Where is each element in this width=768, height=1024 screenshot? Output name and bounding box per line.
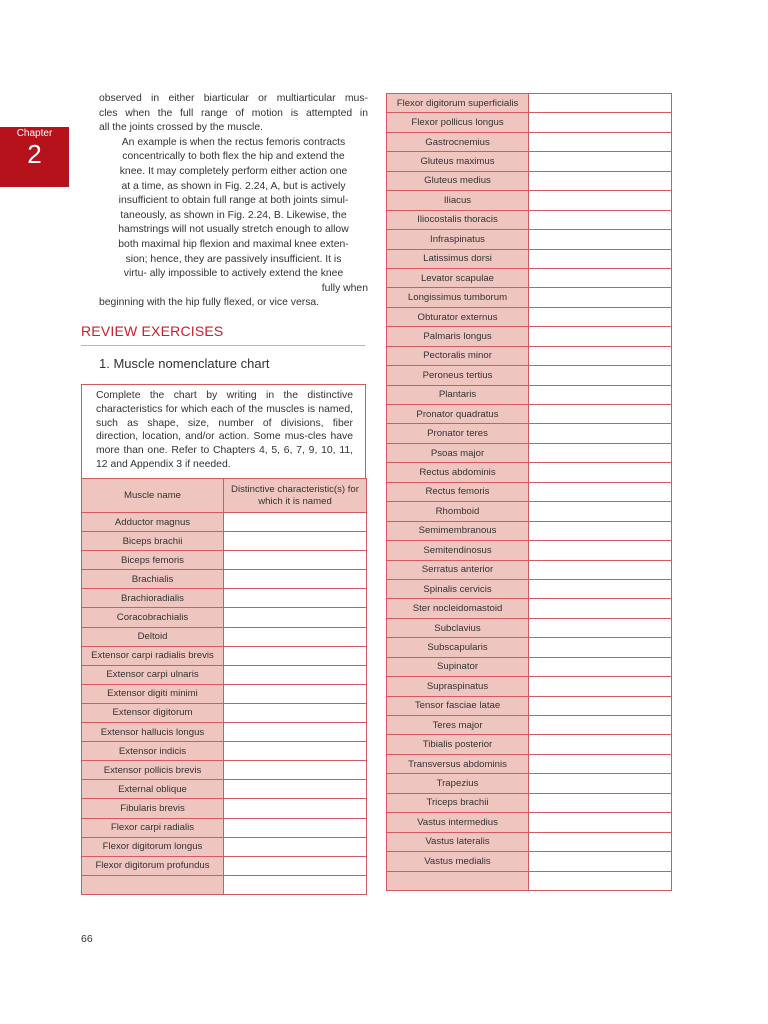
table-row [82,818,367,837]
muscle-name-cell: Semitendinosus [387,541,529,560]
table-row [387,443,672,462]
muscle-name-cell: Supinator [387,657,529,676]
review-exercises-heading: REVIEW EXERCISES [81,323,365,346]
muscle-name-cell: Biceps femoris [82,551,224,570]
characteristic-answer-cell[interactable] [224,761,367,780]
table-row [82,723,367,742]
table-row [387,560,672,579]
characteristic-answer-cell[interactable] [529,424,672,443]
characteristic-answer-cell[interactable] [224,646,367,665]
characteristic-answer-cell[interactable] [224,856,367,875]
table-row [82,627,367,646]
characteristic-answer-cell[interactable] [529,832,672,851]
chart-instructions: Complete the chart by writing in the distinctive characteristics for which each of the muscles is named, such as shape, size, number of divisions, fiber direction, location, and/or action. Some mus-cles have more than one. Refer to Chapters 4, 5, 6, 7, 9, 10, 11, 12 and Appendix 3 if needed. [81,384,366,478]
muscle-name-cell: Infraspinatus [387,230,529,249]
page-number: 66 [81,933,93,945]
intro-line: sion; hence, they are passively insufficient. It is [125,253,342,265]
table-row [387,618,672,637]
muscle-name-cell: Extensor carpi ulnaris [82,665,224,684]
muscle-name-cell: Brachioradialis [82,589,224,608]
characteristic-answer-cell[interactable] [224,570,367,589]
table-row [387,716,672,735]
muscle-name-cell: Levator scapulae [387,268,529,287]
characteristic-answer-cell[interactable] [529,813,672,832]
muscle-name-header: Muscle name [82,479,224,513]
characteristic-answer-cell[interactable] [224,799,367,818]
muscle-name-cell: Pectoralis minor [387,346,529,365]
muscle-name-cell: Flexor digitorum profundus [82,856,224,875]
muscle-name-cell: Extensor digitorum [82,703,224,722]
muscle-name-cell: Tibialis posterior [387,735,529,754]
table-row [387,638,672,657]
intro-line: taneously, as shown in Fig. 2.24, B. Likewise, the [120,209,347,221]
table-row [387,346,672,365]
characteristic-answer-cell[interactable] [529,774,672,793]
characteristic-answer-cell[interactable] [529,754,672,773]
intro-paragraph [99,92,368,311]
muscle-name-cell: Psoas major [387,443,529,462]
table-row [387,832,672,851]
table-row [387,735,672,754]
nomenclature-table-right [386,93,672,891]
muscle-name-cell: Rectus abdominis [387,463,529,482]
characteristic-answer-cell[interactable] [529,171,672,190]
muscle-name-cell: Extensor pollicis brevis [82,761,224,780]
muscle-name-cell: Vastus intermedius [387,813,529,832]
muscle-name-cell: Extensor digiti minimi [82,684,224,703]
muscle-name-cell: Plantaris [387,385,529,404]
characteristic-answer-cell[interactable] [529,482,672,501]
table-row [387,871,672,890]
table-row [387,191,672,210]
table-row [387,599,672,618]
muscle-name-cell: Pronator quadratus [387,405,529,424]
intro-line: all the joints crossed by the muscle. [99,122,264,134]
table-row [387,327,672,346]
table-row [387,385,672,404]
muscle-name-cell: Longissimus tumborum [387,288,529,307]
characteristic-answer-cell[interactable] [529,716,672,735]
muscle-name-cell: Trapezius [387,774,529,793]
table-row [82,665,367,684]
muscle-name-cell: Rhomboid [387,502,529,521]
characteristic-answer-cell[interactable] [529,793,672,812]
nomenclature-table-left [81,478,367,895]
muscle-name-cell: Extensor hallucis longus [82,723,224,742]
table-row [82,532,367,551]
characteristic-answer-cell[interactable] [529,152,672,171]
intro-line: cles when the full range of motion is attempted in [99,107,368,119]
intro-line: hamstrings will not usually stretch enough to allow [118,224,349,236]
table-row [387,463,672,482]
intro-line: An example is when the rectus femoris contracts [121,136,346,148]
characteristic-answer-cell[interactable] [224,532,367,551]
table-row [387,852,672,871]
characteristic-answer-cell[interactable] [529,385,672,404]
table-row [82,856,367,875]
characteristic-answer-cell[interactable] [529,288,672,307]
table-row [387,113,672,132]
characteristic-answer-cell[interactable] [224,665,367,684]
table-row [82,646,367,665]
muscle-name-cell: Extensor indicis [82,742,224,761]
table-row [82,570,367,589]
chapter-number: 2 [27,139,42,169]
characteristics-header: Distinctive characteristic(s) for which it is named [224,479,367,513]
muscle-name-cell: Iliocostalis thoracis [387,210,529,229]
characteristic-answer-cell[interactable] [529,191,672,210]
muscle-name-cell: Peroneus tertius [387,366,529,385]
table-row [387,424,672,443]
muscle-name-cell: Transversus abdominis [387,754,529,773]
intro-line: virtu- ally impossible to actively extend the knee [123,268,344,280]
muscle-name-cell: Serratus anterior [387,560,529,579]
table-row [82,608,367,627]
intro-line: knee. It may completely perform either action one [119,165,348,177]
intro-line: both maximal hip flexion and maximal knee exten- [118,238,349,250]
table-row [82,875,367,894]
table-row [387,171,672,190]
characteristic-answer-cell[interactable] [529,521,672,540]
muscle-name-cell: Semimembranous [387,521,529,540]
characteristic-answer-cell[interactable] [224,684,367,703]
table-row [387,482,672,501]
characteristic-answer-cell[interactable] [529,268,672,287]
table-row [82,589,367,608]
muscle-name-cell: Tensor fasciae latae [387,696,529,715]
table-row [387,152,672,171]
chapter-label: Chapter [16,128,53,139]
muscle-name-cell: Flexor pollicus longus [387,113,529,132]
characteristic-answer-cell[interactable] [224,608,367,627]
characteristic-answer-cell[interactable] [224,818,367,837]
characteristic-answer-cell[interactable] [529,735,672,754]
characteristic-answer-cell[interactable] [529,599,672,618]
table-row [387,268,672,287]
muscle-name-cell: External oblique [82,780,224,799]
characteristic-answer-cell[interactable] [529,657,672,676]
characteristic-answer-cell[interactable] [529,463,672,482]
table-row [82,513,367,532]
table-row [387,132,672,151]
table-row [387,657,672,676]
muscle-name-cell: Extensor carpi radialis brevis [82,646,224,665]
characteristic-answer-cell[interactable] [529,541,672,560]
muscle-name-cell: Ster nocleidomastoid [387,599,529,618]
characteristic-answer-cell[interactable] [529,638,672,657]
muscle-name-cell: Flexor digitorum longus [82,837,224,856]
table-row [387,579,672,598]
muscle-name-cell: Pronator teres [387,424,529,443]
table-row [82,703,367,722]
characteristic-answer-cell[interactable] [529,346,672,365]
intro-line: beginning with the hip fully flexed, or vice versa. [99,297,320,309]
intro-line: fully when [321,282,368,294]
table-row [387,813,672,832]
characteristic-answer-cell[interactable] [529,560,672,579]
muscle-name-cell: Flexor carpi radialis [82,818,224,837]
muscle-name-cell: Gluteus medius [387,171,529,190]
muscle-name-cell: Flexor digitorum superficialis [387,94,529,113]
muscle-name-cell: Fibularis brevis [82,799,224,818]
table-row [387,249,672,268]
muscle-name-cell: Supraspinatus [387,677,529,696]
table-row [387,754,672,773]
table-row [387,288,672,307]
table-row [82,742,367,761]
characteristic-answer-cell[interactable] [224,780,367,799]
intro-line: concentrically to both flex the hip and extend the [122,151,345,163]
characteristic-answer-cell[interactable] [529,327,672,346]
muscle-name-cell: Gastrocnemius [387,132,529,151]
table-row [387,793,672,812]
table-row [387,696,672,715]
muscle-name-cell: Subclavius [387,618,529,637]
table-row [82,780,367,799]
characteristic-answer-cell[interactable] [529,307,672,326]
characteristic-answer-cell[interactable] [529,871,672,890]
table-row [387,541,672,560]
table-row [387,502,672,521]
muscle-name-cell: Teres major [387,716,529,735]
characteristic-answer-cell[interactable] [224,627,367,646]
muscle-name-cell: Obturator externus [387,307,529,326]
characteristic-answer-cell[interactable] [529,696,672,715]
intro-line: insufficient to obtain full range at both joints simul- [118,195,349,207]
muscle-name-cell: Brachialis [82,570,224,589]
muscle-name-cell [82,875,224,894]
characteristic-answer-cell[interactable] [529,677,672,696]
characteristic-answer-cell[interactable] [529,249,672,268]
muscle-name-cell: Latissimus dorsi [387,249,529,268]
characteristic-answer-cell[interactable] [224,723,367,742]
intro-line: at a time, as shown in Fig. 2.24, A, but is actively [121,180,346,192]
table-row [387,94,672,113]
intro-line: observed in either biarticular or multiarticular mus- [99,93,368,104]
table-row [387,677,672,696]
characteristic-answer-cell[interactable] [224,703,367,722]
muscle-name-cell: Coracobrachialis [82,608,224,627]
table-row [387,366,672,385]
muscle-name-cell: Biceps brachii [82,532,224,551]
table-row [387,230,672,249]
table-row [387,521,672,540]
characteristic-answer-cell[interactable] [224,875,367,894]
table-row [82,551,367,570]
muscle-name-cell: Iliacus [387,191,529,210]
characteristic-answer-cell[interactable] [529,618,672,637]
characteristic-answer-cell[interactable] [529,366,672,385]
characteristic-answer-cell[interactable] [529,852,672,871]
characteristic-answer-cell[interactable] [529,113,672,132]
table-row [82,799,367,818]
table-row [387,307,672,326]
table-row [387,774,672,793]
muscle-name-cell: Vastus medialis [387,852,529,871]
exercise-title: 1. Muscle nomenclature chart [99,356,270,371]
table-row [82,837,367,856]
muscle-name-cell: Rectus femoris [387,482,529,501]
table-row [387,405,672,424]
muscle-name-cell: Triceps brachii [387,793,529,812]
table-row [387,210,672,229]
muscle-name-cell: Spinalis cervicis [387,579,529,598]
muscle-name-cell: Palmaris longus [387,327,529,346]
chapter-tab [0,127,69,187]
table-row [82,761,367,780]
characteristic-answer-cell[interactable] [529,443,672,462]
muscle-name-cell: Deltoid [82,627,224,646]
characteristic-answer-cell[interactable] [529,94,672,113]
characteristic-answer-cell[interactable] [529,230,672,249]
characteristic-answer-cell[interactable] [224,513,367,532]
muscle-name-cell: Vastus lateralis [387,832,529,851]
characteristic-answer-cell[interactable] [224,589,367,608]
characteristic-answer-cell[interactable] [529,132,672,151]
characteristic-answer-cell[interactable] [529,579,672,598]
muscle-name-cell: Subscapularis [387,638,529,657]
characteristic-answer-cell[interactable] [224,837,367,856]
characteristic-answer-cell[interactable] [224,551,367,570]
characteristic-answer-cell[interactable] [224,742,367,761]
characteristic-answer-cell[interactable] [529,405,672,424]
characteristic-answer-cell[interactable] [529,502,672,521]
characteristic-answer-cell[interactable] [529,210,672,229]
muscle-name-cell [387,871,529,890]
muscle-name-cell: Adductor magnus [82,513,224,532]
muscle-name-cell: Gluteus maximus [387,152,529,171]
table-row [82,684,367,703]
